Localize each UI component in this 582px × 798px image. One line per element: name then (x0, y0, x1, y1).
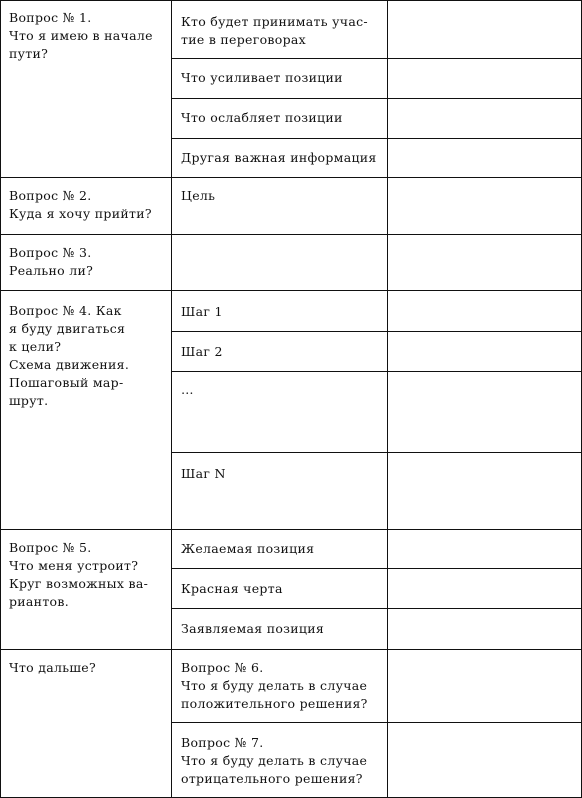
item-goal: Цель (181, 188, 216, 203)
item-ellipsis: … (181, 382, 194, 397)
column-divider-2 (387, 0, 388, 798)
item-declared-position: Заявляемая позиция (181, 621, 325, 636)
row-divider (0, 290, 582, 291)
question-5-cell: Вопрос № 5. Что меня устроит? Круг возможных ва- риантов. (9, 540, 149, 609)
question-1-cell: Вопрос № 1. Что я имею в начале пути? (9, 10, 153, 61)
question-3-cell: Вопрос № 3. Реально ли? (9, 245, 94, 278)
item-step-1: Шаг 1 (181, 304, 223, 319)
item-participants: Кто будет принимать учас- тие в переговорах (181, 14, 368, 47)
subrow-divider (171, 138, 582, 139)
row-divider (0, 649, 582, 650)
item-desired-position: Желаемая позиция (181, 541, 315, 556)
row-divider (0, 177, 582, 178)
subrow-divider (171, 331, 582, 332)
item-question-7: Вопрос № 7. Что я буду делать в случае отрицательного решения? (181, 735, 368, 786)
table-border-left (0, 0, 1, 798)
subrow-divider (171, 58, 582, 59)
item-question-6: Вопрос № 6. Что я буду делать в случае положительного решения? (181, 660, 368, 711)
item-strengthens: Что усиливает позиции (181, 70, 343, 85)
item-step-n: Шаг N (181, 466, 226, 481)
column-divider-1 (171, 0, 172, 798)
item-weakens: Что ослабляет позиции (181, 110, 343, 125)
item-step-2: Шаг 2 (181, 344, 223, 359)
question-2-cell: Вопрос № 2. Куда я хочу прийти? (9, 188, 152, 221)
row-divider (0, 234, 582, 235)
table-border-top (0, 0, 582, 1)
question-4-cell: Вопрос № 4. Как я буду двигаться к цели? Схема движения. Пошаговый мар- шрут. (9, 303, 130, 408)
subrow-divider (171, 568, 582, 569)
subrow-divider (171, 722, 582, 723)
subrow-divider (171, 371, 582, 372)
item-red-line: Красная черта (181, 581, 283, 596)
question-6-cell: Что дальше? (9, 660, 96, 675)
item-other-info: Другая важная информация (181, 150, 377, 165)
subrow-divider (171, 452, 582, 453)
subrow-divider (171, 608, 582, 609)
subrow-divider (171, 98, 582, 99)
row-divider (0, 529, 582, 530)
